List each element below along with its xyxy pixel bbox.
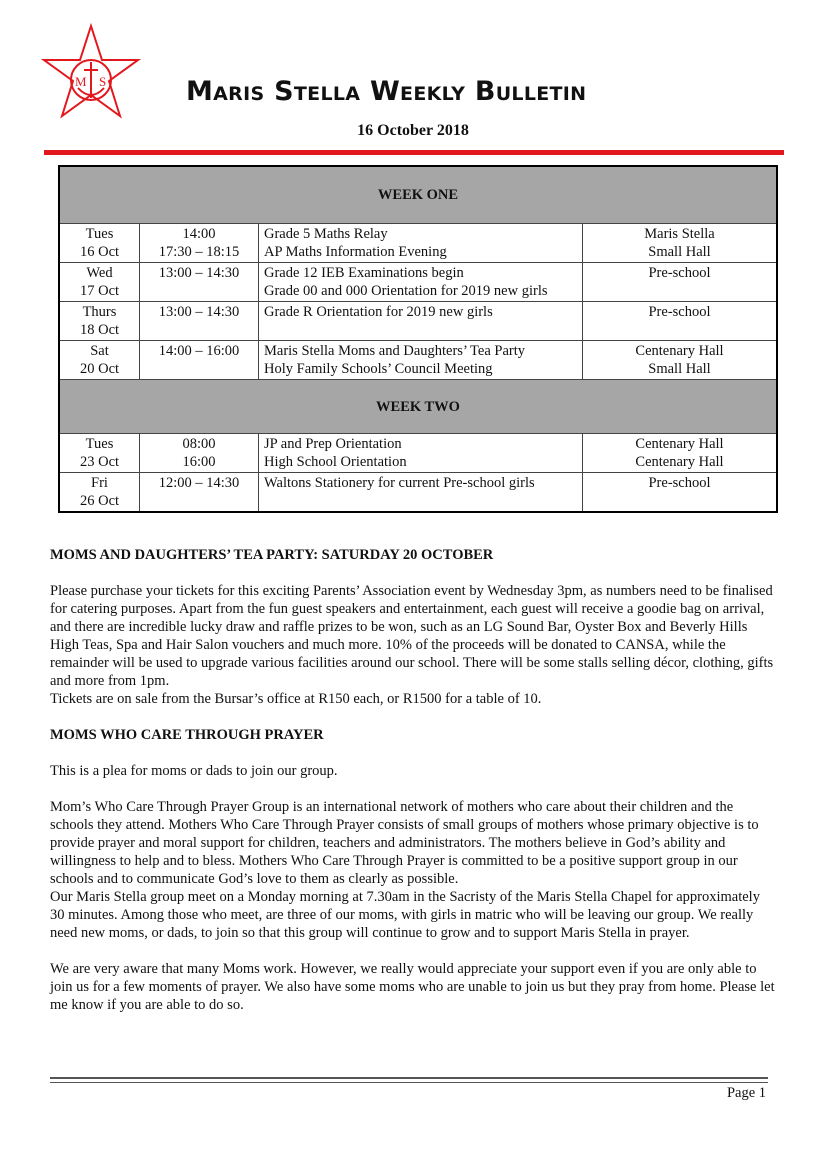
event-name: Grade 00 and 000 Orientation for 2019 new girls (264, 283, 548, 299)
event-name: Waltons Stationery for current Pre-school girls (264, 475, 535, 491)
prayer-about-paragraph: Mom’s Who Care Through Prayer Group is an international network of mothers who care about their children and the schools they attend. Mothers Who Care Through Prayer consists of small groups of mothers whose primary objective is to provide prayer and moral support for children, teachers and administrators. The mothers believe in God’s ability and willingness to help and to bless. Mothers Who Care Through Prayer is committed to be a positive support group in our schools and to communicate God’s love to them as clearly as possible. (50, 799, 759, 887)
event-venue: Small Hall (648, 244, 711, 260)
event-day: Tues (85, 226, 114, 242)
event-day: Sat (90, 343, 109, 359)
event-day: Thurs (82, 304, 117, 320)
event-day: Wed (86, 265, 113, 281)
event-venue: Centenary Hall (635, 454, 724, 470)
tea-party-paragraph: Please purchase your tickets for this exciting Parents’ Association event by Wednesday 3pm, as numbers need to be finalised for catering purposes. Apart from the fun guest speakers and entertainment, each guest will receive a goodie bag on arrival, and there are incredible lucky draw and raffle prizes to be won, such as an LG Sound Bar, Oyster Box and Beverly Hills High Teas, Spa and Hair Salon vouchers and much more. 10% of the proceeds will be donated to CANSA, while the remainder will be used to upgrade various facilities around our school. There will be some stalls selling décor, clothing, gifts and more from 1pm. (50, 583, 774, 689)
header-divider (44, 150, 784, 155)
event-time: 08:00 (182, 436, 216, 452)
week-header-row (59, 166, 777, 224)
table-row (59, 434, 777, 473)
section-heading-prayer: MOMS WHO CARE THROUGH PRAYER (50, 727, 324, 743)
week-one-label: WEEK ONE (59, 166, 777, 224)
prayer-plea-paragraph: This is a plea for moms or dads to join our group. (50, 763, 338, 779)
maris-stella-star-logo-icon (38, 22, 144, 128)
svg-text:M: M (75, 74, 87, 89)
week-header-row (59, 380, 777, 434)
event-time: 14:00 (182, 226, 216, 242)
tea-party-tickets-paragraph: Tickets are on sale from the Bursar’s office at R150 each, or R1500 for a table of 10. (50, 691, 542, 707)
event-date: 17 Oct (79, 283, 120, 299)
event-name: Holy Family Schools’ Council Meeting (264, 361, 493, 377)
event-time: 12:00 – 14:30 (158, 475, 240, 491)
page-number: Page 1 (726, 1085, 766, 1101)
event-day: Fri (91, 475, 108, 491)
table-row (59, 224, 777, 263)
event-name: AP Maths Information Evening (264, 244, 447, 260)
bulletin-title: Maris Stella Weekly Bulletin (186, 76, 587, 107)
event-time: 14:00 – 16:00 (158, 343, 240, 359)
event-venue: Small Hall (648, 361, 711, 377)
event-name: Grade 5 Maths Relay (264, 226, 388, 242)
table-row (59, 302, 777, 341)
event-name: High School Orientation (264, 454, 407, 470)
event-date: 23 Oct (79, 454, 120, 470)
table-row (59, 341, 777, 380)
event-venue: Maris Stella (644, 226, 715, 242)
event-venue: Pre-school (648, 304, 711, 320)
event-date: 16 Oct (79, 244, 120, 260)
week-two-label: WEEK TWO (59, 380, 777, 434)
event-name: JP and Prep Orientation (264, 436, 402, 452)
table-row (59, 263, 777, 302)
event-name: Grade 12 IEB Examinations begin (264, 265, 464, 281)
event-venue: Pre-school (648, 475, 711, 491)
event-time: 13:00 – 14:30 (158, 265, 240, 281)
event-date: 18 Oct (79, 322, 120, 338)
event-name: Maris Stella Moms and Daughters’ Tea Party (264, 343, 526, 359)
events-schedule-table (58, 165, 778, 513)
event-date: 20 Oct (79, 361, 120, 377)
event-day: Tues (85, 436, 114, 452)
prayer-appeal-paragraph: We are very aware that many Moms work. However, we really would appreciate your support even if you are only able to join us for a few moments of prayer. We also have some moms who are unable to join us but they pray from home. Please let me know if you are able to do so. (50, 961, 775, 1013)
event-venue: Centenary Hall (635, 436, 724, 452)
event-name: Grade R Orientation for 2019 new girls (264, 304, 493, 320)
event-time: 17:30 – 18:15 (158, 244, 240, 260)
prayer-meeting-paragraph: Our Maris Stella group meet on a Monday morning at 7.30am in the Sacristy of the Maris Stella Chapel for approximately 30 minutes. Among those who meet, are three of our moms, with girls in matric who will be leaving our group. We really need new moms, or dads, to join so that this group will continue to grow and to support Maris Stella in prayer. (50, 889, 760, 941)
section-heading-tea-party: MOMS AND DAUGHTERS’ TEA PARTY: SATURDAY 20 OCTOBER (50, 547, 494, 563)
footer-divider (50, 1077, 768, 1083)
event-venue: Pre-school (648, 265, 711, 281)
bulletin-date: 16 October 2018 (357, 122, 469, 139)
event-date: 26 Oct (79, 493, 120, 509)
event-time: 16:00 (182, 454, 216, 470)
bulletin-body (50, 546, 778, 1014)
event-venue: Centenary Hall (635, 343, 724, 359)
svg-text:S: S (99, 74, 107, 89)
event-time: 13:00 – 14:30 (158, 304, 240, 320)
table-row (59, 473, 777, 513)
